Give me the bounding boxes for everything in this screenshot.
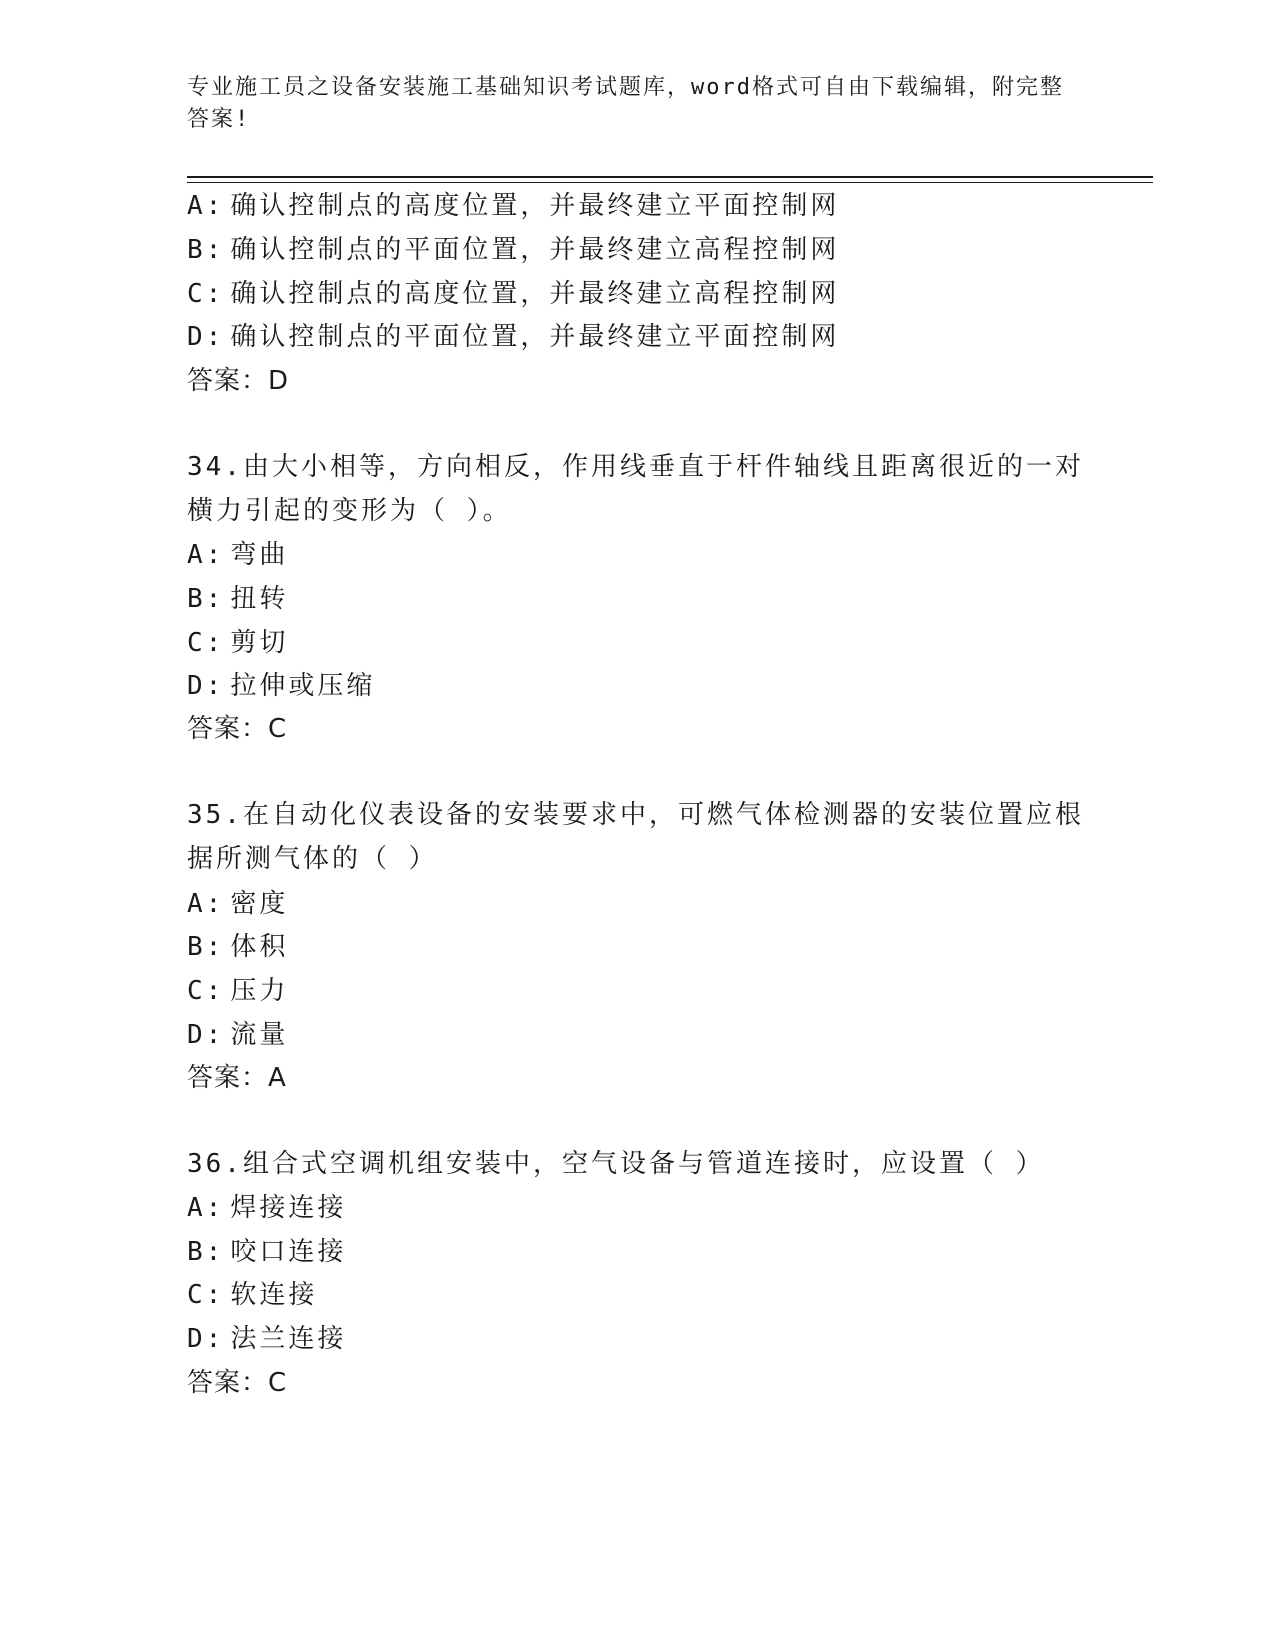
option-letter: D:	[187, 322, 225, 352]
option-letter: C:	[187, 279, 225, 309]
option-text: 法兰连接	[230, 1324, 347, 1354]
question-34-answer: 答案：C	[187, 714, 288, 744]
option-text: 弯曲	[230, 540, 289, 570]
option-text: 软连接	[230, 1280, 318, 1310]
option-text: 确认控制点的平面位置，并最终建立平面控制网	[230, 322, 840, 352]
option-letter: C:	[187, 628, 225, 658]
question-33-option-d	[187, 320, 839, 354]
option-letter: B:	[187, 932, 225, 962]
question-34-stem-line-2: 横力引起的变形为（ ）。	[187, 496, 512, 526]
question-33-option-a	[187, 189, 839, 223]
option-text: 确认控制点的高度位置，并最终建立平面控制网	[230, 191, 840, 221]
option-letter: A:	[187, 889, 225, 919]
option-letter: A:	[187, 540, 225, 570]
question-35-stem-line-2: 据所测气体的（ ）	[187, 844, 438, 874]
option-letter: D:	[187, 671, 225, 701]
option-text: 拉伸或压缩	[230, 671, 376, 701]
option-letter: A:	[187, 1193, 225, 1223]
option-text: 焊接连接	[230, 1193, 347, 1223]
option-text: 流量	[230, 1020, 289, 1050]
option-text: 咬口连接	[230, 1237, 347, 1267]
question-34-stem-line-1: 34.由大小相等，方向相反，作用线垂直于杆件轴线且距离很近的一对	[187, 452, 1084, 482]
option-text: 密度	[230, 889, 289, 919]
option-text: 剪切	[230, 628, 289, 658]
question-36-option-b	[187, 1235, 346, 1269]
question-36-option-d	[187, 1322, 346, 1356]
option-letter: D:	[187, 1324, 225, 1354]
option-letter: D:	[187, 1020, 225, 1050]
question-33-option-c	[187, 277, 839, 311]
question-36-answer: 答案：C	[187, 1368, 288, 1398]
option-text: 体积	[230, 932, 289, 962]
question-34-option-d	[187, 669, 375, 703]
question-35-answer: 答案：A	[187, 1063, 287, 1093]
header-divider-thick	[187, 176, 1153, 178]
question-33-answer: 答案：D	[187, 366, 290, 396]
question-35-option-d	[187, 1018, 288, 1052]
question-36-stem-line-1: 36.组合式空调机组安装中，空气设备与管道连接时，应设置（ ）	[187, 1149, 1045, 1179]
question-35-stem-line-1: 35.在自动化仪表设备的安装要求中，可燃气体检测器的安装位置应根	[187, 800, 1084, 830]
option-letter: C:	[187, 976, 225, 1006]
option-letter: B:	[187, 1237, 225, 1267]
question-35-option-b	[187, 930, 288, 964]
option-text: 确认控制点的高度位置，并最终建立高程控制网	[230, 279, 840, 309]
question-34-option-c	[187, 626, 288, 660]
option-text: 压力	[230, 976, 289, 1006]
option-letter: A:	[187, 191, 225, 221]
option-text: 确认控制点的平面位置，并最终建立高程控制网	[230, 235, 840, 265]
option-text: 扭转	[230, 584, 289, 614]
question-35-option-c	[187, 974, 288, 1008]
option-letter: B:	[187, 584, 225, 614]
header-divider-thin	[187, 182, 1153, 183]
question-34-option-a	[187, 538, 288, 572]
question-34-option-b	[187, 582, 288, 616]
question-36-option-a	[187, 1191, 346, 1225]
option-letter: B:	[187, 235, 225, 265]
option-letter: C:	[187, 1280, 225, 1310]
question-33-option-b	[187, 233, 839, 267]
document-header: 专业施工员之设备安装施工基础知识考试题库，word格式可自由下载编辑，附完整答案!	[187, 75, 1064, 132]
question-36-option-c	[187, 1278, 317, 1312]
question-35-option-a	[187, 887, 288, 921]
